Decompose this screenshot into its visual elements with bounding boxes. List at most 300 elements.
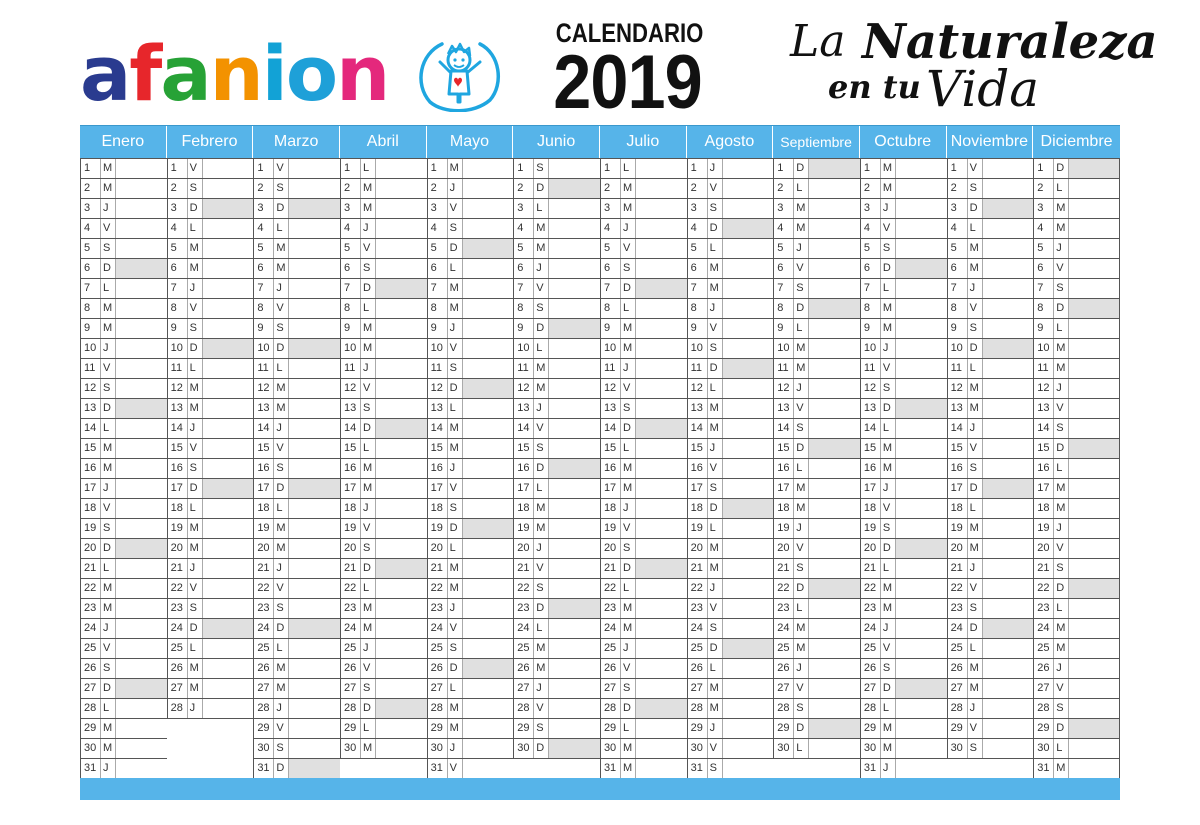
- day-cell: [1033, 638, 1120, 658]
- note-space: [288, 259, 340, 278]
- day-number: 9: [950, 322, 957, 334]
- day-cell: [253, 518, 340, 538]
- day-number: 26: [690, 662, 703, 674]
- day-cell: [80, 638, 167, 658]
- day-number: 5: [777, 242, 784, 254]
- weekday-letter: J: [360, 359, 375, 378]
- day-cell: [167, 458, 254, 478]
- note-space: [1068, 379, 1119, 398]
- day-number: 20: [170, 542, 183, 554]
- weekday-letter: S: [967, 319, 982, 338]
- weekday-letter: M: [1053, 479, 1068, 498]
- weekday-letter: V: [707, 739, 722, 758]
- note-space: [808, 359, 860, 378]
- day-number: 12: [170, 382, 183, 394]
- day-cell: [427, 378, 514, 398]
- day-cell: [340, 358, 427, 378]
- day-number: 11: [1037, 362, 1049, 374]
- note-space: [895, 239, 947, 258]
- note-space: [808, 299, 860, 318]
- weekday-letter: M: [793, 359, 808, 378]
- note-space: [635, 739, 687, 758]
- note-space: [635, 419, 687, 438]
- weekday-letter: D: [880, 399, 895, 418]
- logo-letter: a: [160, 29, 210, 118]
- day-number: 17: [1037, 482, 1050, 494]
- weekday-letter: M: [1053, 219, 1068, 238]
- day-cell: [860, 438, 947, 458]
- note-space: [635, 299, 687, 318]
- weekday-letter: M: [273, 659, 288, 678]
- note-space: [895, 419, 947, 438]
- note-space: [548, 619, 600, 638]
- day-number: 5: [1037, 242, 1044, 254]
- day-cell: [947, 718, 1034, 738]
- note-space: [288, 199, 340, 218]
- day-cell: [253, 718, 340, 738]
- day-cell: [773, 638, 860, 658]
- day-cell: [860, 678, 947, 698]
- day-cell: [947, 738, 1034, 759]
- note-space: [462, 339, 514, 358]
- day-number: 2: [84, 182, 91, 194]
- month-column-junio: [513, 158, 600, 779]
- note-space: [722, 459, 774, 478]
- day-cell: [947, 258, 1034, 278]
- note-space: [115, 759, 167, 778]
- note-space: [462, 699, 514, 718]
- day-number: 20: [777, 542, 790, 554]
- day-number: 21: [690, 562, 703, 574]
- note-space: [722, 479, 774, 498]
- note-space: [202, 659, 254, 678]
- day-number: 6: [863, 262, 871, 274]
- day-number: 22: [170, 582, 183, 594]
- day-cell: [1033, 438, 1120, 458]
- day-number: 19: [257, 522, 270, 534]
- note-space: [982, 339, 1034, 358]
- weekday-letter: J: [793, 519, 808, 538]
- weekday-letter: M: [793, 219, 808, 238]
- weekday-letter: L: [707, 519, 722, 538]
- weekday-letter: M: [967, 519, 982, 538]
- day-cell: [340, 638, 427, 658]
- day-cell: [340, 498, 427, 518]
- weekday-letter: D: [793, 299, 808, 318]
- day-cell: [253, 198, 340, 218]
- day-number: 3: [430, 202, 437, 214]
- note-space: [982, 479, 1034, 498]
- day-cell: [860, 718, 947, 738]
- day-number: 9: [170, 322, 177, 334]
- note-space: [982, 519, 1034, 538]
- slogan: [790, 14, 1158, 124]
- day-number: 30: [1037, 742, 1050, 754]
- day-number: 5: [430, 242, 437, 254]
- note-space: [375, 719, 427, 738]
- day-cell: [167, 258, 254, 278]
- day-number: 14: [1037, 422, 1050, 434]
- day-cell: [773, 718, 860, 738]
- day-cell: [687, 338, 774, 358]
- weekday-letter: D: [360, 419, 375, 438]
- day-cell: [167, 198, 254, 218]
- weekday-letter: S: [273, 319, 288, 338]
- note-space: [808, 199, 860, 218]
- weekday-letter: M: [967, 379, 982, 398]
- day-cell: [513, 678, 600, 698]
- weekday-letter: L: [273, 639, 288, 658]
- day-cell: [687, 498, 774, 518]
- note-space: [982, 639, 1034, 658]
- weekday-letter: D: [273, 759, 288, 778]
- note-space: [288, 739, 340, 758]
- note-space: [808, 439, 860, 458]
- day-cell: [513, 598, 600, 618]
- month-header-febrero: Febrero: [167, 126, 254, 158]
- day-number: 8: [863, 302, 871, 314]
- day-cell: [860, 558, 947, 578]
- note-space: [808, 619, 860, 638]
- note-space: [375, 159, 427, 178]
- day-cell: [600, 218, 687, 238]
- day-number: 18: [517, 502, 530, 514]
- note-space: [982, 379, 1034, 398]
- day-cell: [600, 378, 687, 398]
- weekday-letter: M: [360, 459, 375, 478]
- day-cell: [80, 738, 167, 758]
- day-cell: [167, 598, 254, 618]
- month-column-julio: [600, 158, 687, 779]
- weekday-letter: S: [967, 179, 982, 198]
- day-number: 16: [863, 462, 877, 474]
- day-number: 11: [517, 362, 529, 374]
- note-space: [115, 539, 167, 558]
- weekday-letter: M: [967, 679, 982, 698]
- note-space: [462, 639, 514, 658]
- note-space: [982, 259, 1034, 278]
- day-cell: [687, 298, 774, 318]
- day-number: 20: [603, 542, 617, 554]
- day-number: 25: [517, 642, 530, 654]
- day-number: 9: [1037, 322, 1044, 334]
- weekday-letter: D: [793, 159, 808, 178]
- note-space: [895, 339, 947, 358]
- day-cell: [427, 538, 514, 558]
- day-cell: [773, 618, 860, 638]
- day-cell: [253, 578, 340, 598]
- day-number: 13: [257, 402, 270, 414]
- day-cell: [513, 578, 600, 598]
- day-number: 13: [603, 402, 617, 414]
- note-space: [635, 179, 687, 198]
- note-space: [375, 419, 427, 438]
- weekday-letter: M: [793, 639, 808, 658]
- day-cell: [167, 158, 254, 178]
- note-space: [722, 619, 774, 638]
- weekday-letter: V: [967, 159, 982, 178]
- weekday-letter: S: [533, 299, 548, 318]
- day-number: 17: [343, 482, 357, 494]
- weekday-letter: M: [1053, 499, 1068, 518]
- note-space: [548, 639, 600, 658]
- weekday-letter: J: [967, 559, 982, 578]
- day-number: 16: [84, 462, 97, 474]
- day-number: 23: [863, 602, 877, 614]
- day-cell: [947, 198, 1034, 218]
- day-number: 30: [430, 742, 443, 754]
- weekday-letter: M: [533, 379, 548, 398]
- note-space: [288, 179, 340, 198]
- day-number: 10: [257, 342, 270, 354]
- logo-letter: o: [285, 29, 337, 118]
- weekday-letter: S: [967, 739, 982, 758]
- weekday-letter: M: [273, 519, 288, 538]
- weekday-letter: V: [1053, 679, 1068, 698]
- note-space: [895, 259, 947, 278]
- day-cell: [513, 658, 600, 678]
- day-number: 6: [170, 262, 177, 274]
- day-number: 26: [777, 662, 790, 674]
- day-number: 10: [343, 342, 357, 354]
- day-number: 4: [257, 222, 264, 234]
- note-space: [895, 319, 947, 338]
- day-cell: [687, 578, 774, 598]
- day-cell: [687, 178, 774, 198]
- weekday-letter: V: [620, 519, 635, 538]
- day-number: 12: [863, 382, 877, 394]
- note-space: [895, 719, 947, 738]
- note-space: [115, 299, 167, 318]
- note-space: [462, 579, 514, 598]
- note-space: [895, 399, 947, 418]
- day-cell: [80, 258, 167, 278]
- day-cell: [513, 278, 600, 298]
- day-cell: [253, 698, 340, 718]
- day-cell: [427, 478, 514, 498]
- day-cell: [340, 438, 427, 458]
- afanion-logo: [80, 29, 504, 118]
- weekday-letter: S: [360, 539, 375, 558]
- day-number: 22: [257, 582, 270, 594]
- weekday-letter: M: [100, 719, 115, 738]
- day-number: 30: [343, 742, 357, 754]
- day-number: 9: [690, 322, 697, 334]
- weekday-letter: V: [1053, 539, 1068, 558]
- month-header-noviembre: Noviembre: [947, 126, 1034, 158]
- day-number: 13: [170, 402, 183, 414]
- day-number: 7: [84, 282, 91, 294]
- note-space: [1068, 579, 1119, 598]
- weekday-letter: D: [533, 319, 548, 338]
- day-number: 5: [950, 242, 957, 254]
- weekday-letter: S: [447, 359, 462, 378]
- day-cell: [427, 338, 514, 358]
- note-space: [635, 719, 687, 738]
- day-cell: [1033, 158, 1120, 178]
- month-column-septiembre: [773, 158, 860, 779]
- weekday-letter: S: [187, 319, 202, 338]
- note-space: [895, 579, 947, 598]
- day-cell: [427, 158, 514, 178]
- day-cell: [513, 178, 600, 198]
- weekday-letter: M: [187, 659, 202, 678]
- weekday-letter: L: [707, 379, 722, 398]
- day-cell: [427, 218, 514, 238]
- day-number: 3: [690, 202, 697, 214]
- day-number: 15: [517, 442, 530, 454]
- note-space: [808, 679, 860, 698]
- weekday-letter: M: [967, 239, 982, 258]
- day-cell: [600, 478, 687, 498]
- weekday-letter: L: [100, 279, 115, 298]
- weekday-letter: M: [793, 479, 808, 498]
- day-cell: [687, 258, 774, 278]
- note-space: [722, 199, 774, 218]
- day-number: 5: [517, 242, 524, 254]
- weekday-letter: M: [447, 279, 462, 298]
- day-number: 14: [863, 422, 877, 434]
- day-cell: [167, 498, 254, 518]
- day-number: 17: [257, 482, 270, 494]
- note-space: [115, 459, 167, 478]
- weekday-letter: J: [100, 199, 115, 218]
- note-space: [375, 519, 427, 538]
- day-cell: [80, 218, 167, 238]
- day-cell: [513, 238, 600, 258]
- weekday-letter: V: [100, 219, 115, 238]
- day-number: 22: [84, 582, 97, 594]
- day-cell: [80, 318, 167, 338]
- day-cell: [513, 698, 600, 718]
- note-space: [115, 599, 167, 618]
- day-cell: [947, 238, 1034, 258]
- weekday-letter: S: [187, 179, 202, 198]
- day-number: 4: [170, 222, 177, 234]
- day-number: 1: [777, 162, 784, 174]
- note-space: [722, 719, 774, 738]
- day-cell: [340, 418, 427, 438]
- weekday-letter: D: [100, 259, 115, 278]
- note-space: [982, 719, 1034, 738]
- note-space: [722, 499, 774, 518]
- year-calendar: [80, 125, 1120, 779]
- weekday-letter: M: [533, 639, 548, 658]
- weekday-letter: D: [533, 599, 548, 618]
- weekday-letter: M: [707, 279, 722, 298]
- day-cell: [167, 338, 254, 358]
- calendar-title-year: 2019: [553, 40, 702, 125]
- weekday-letter: S: [707, 479, 722, 498]
- day-number: 22: [1037, 582, 1050, 594]
- day-cell: [860, 198, 947, 218]
- note-space: [895, 759, 947, 778]
- note-space: [375, 279, 427, 298]
- day-cell: [773, 498, 860, 518]
- day-cell: [253, 298, 340, 318]
- day-cell: [1033, 538, 1120, 558]
- weekday-letter: J: [620, 639, 635, 658]
- weekday-letter: S: [880, 519, 895, 538]
- weekday-letter: V: [273, 579, 288, 598]
- note-space: [722, 259, 774, 278]
- weekday-letter: V: [1053, 399, 1068, 418]
- note-space: [982, 299, 1034, 318]
- day-cell: [947, 618, 1034, 638]
- weekday-letter: S: [620, 399, 635, 418]
- weekday-letter: M: [273, 379, 288, 398]
- weekday-letter: J: [360, 499, 375, 518]
- day-cell: [860, 698, 947, 718]
- day-cell: [947, 538, 1034, 558]
- day-number: 27: [603, 682, 617, 694]
- day-number: 27: [170, 682, 183, 694]
- weekday-letter: J: [707, 439, 722, 458]
- weekday-letter: V: [447, 199, 462, 218]
- weekday-letter: D: [1053, 579, 1068, 598]
- weekday-letter: V: [447, 479, 462, 498]
- note-space: [982, 559, 1034, 578]
- note-space: [635, 379, 687, 398]
- day-cell: [340, 398, 427, 418]
- day-cell: [773, 318, 860, 338]
- note-space: [635, 699, 687, 718]
- weekday-letter: V: [967, 719, 982, 738]
- day-number: 6: [343, 262, 351, 274]
- weekday-letter: M: [447, 299, 462, 318]
- slogan-naturaleza: Naturaleza: [862, 14, 1158, 70]
- day-cell: [340, 378, 427, 398]
- day-cell: [860, 598, 947, 618]
- weekday-letter: M: [100, 439, 115, 458]
- day-number: 16: [430, 462, 443, 474]
- day-number: 6: [777, 262, 784, 274]
- day-cell: [1033, 258, 1120, 278]
- note-space: [288, 759, 340, 778]
- month-column-noviembre: [947, 158, 1034, 779]
- note-space: [462, 439, 514, 458]
- day-cell: [600, 458, 687, 478]
- note-space: [1068, 319, 1119, 338]
- day-cell: [340, 598, 427, 618]
- note-space: [1068, 679, 1119, 698]
- day-number: 4: [690, 222, 697, 234]
- weekday-letter: V: [880, 639, 895, 658]
- day-number: 5: [690, 242, 697, 254]
- day-number: 11: [84, 362, 96, 374]
- day-number: 28: [257, 702, 270, 714]
- day-cell: [687, 618, 774, 638]
- note-space: [115, 559, 167, 578]
- weekday-letter: D: [967, 479, 982, 498]
- weekday-letter: D: [447, 239, 462, 258]
- day-cell: [427, 718, 514, 738]
- weekday-letter: M: [100, 459, 115, 478]
- note-space: [808, 339, 860, 358]
- weekday-letter: V: [100, 639, 115, 658]
- day-cell: [340, 178, 427, 198]
- day-number: 18: [950, 502, 963, 514]
- note-space: [288, 299, 340, 318]
- note-space: [288, 699, 340, 718]
- day-cell: [340, 478, 427, 498]
- day-number: 1: [863, 162, 871, 174]
- day-number: 7: [863, 282, 871, 294]
- day-number: 30: [517, 742, 530, 754]
- weekday-letter: L: [793, 739, 808, 758]
- day-number: 23: [777, 602, 790, 614]
- day-number: 26: [603, 662, 617, 674]
